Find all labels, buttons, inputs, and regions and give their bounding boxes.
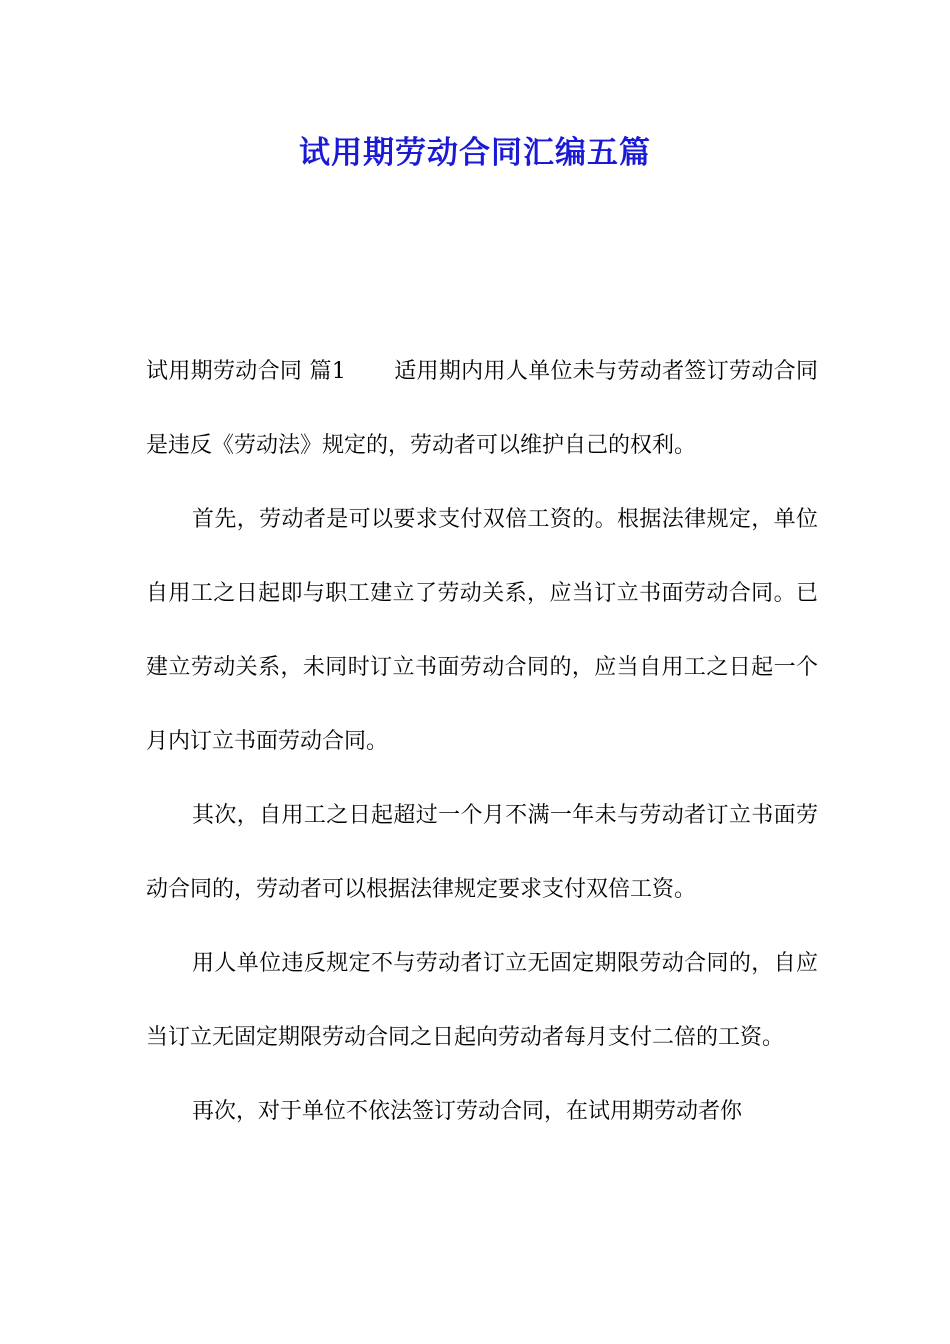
first-paragraph [146, 335, 818, 483]
document-title: 试用期劳动合同汇编五篇 [299, 135, 651, 171]
paragraph: 再次，对于单位不依法签订劳动合同，在试用期劳动者你 [192, 1099, 743, 1124]
paragraph: 用人单位违反规定不与劳动者订立无固定期限劳动合同的，自应当订立无固定期限劳动合同之日起向劳动者每月支付二倍的工资。 [146, 951, 818, 1050]
first-paragraph-text: 适用期内用人单位未与劳动者签订劳动合同是违反《劳动法》规定的，劳动者可以维护自己的权利。 [146, 359, 818, 458]
section-heading: 试用期劳动合同 篇1 [146, 359, 346, 384]
paragraph: 其次，自用工之日起超过一个月不满一年未与劳动者订立书面劳动合同的，劳动者可以根据法律规定要求支付双倍工资。 [146, 803, 818, 902]
document-body [146, 335, 818, 1149]
paragraph: 首先，劳动者是可以要求支付双倍工资的。根据法律规定，单位自用工之日起即与职工建立了劳动关系，应当订立书面劳动合同。已建立劳动关系，未同时订立书面劳动合同的，应当自用工之日起一个月内订立书面劳动合同。 [146, 507, 818, 754]
